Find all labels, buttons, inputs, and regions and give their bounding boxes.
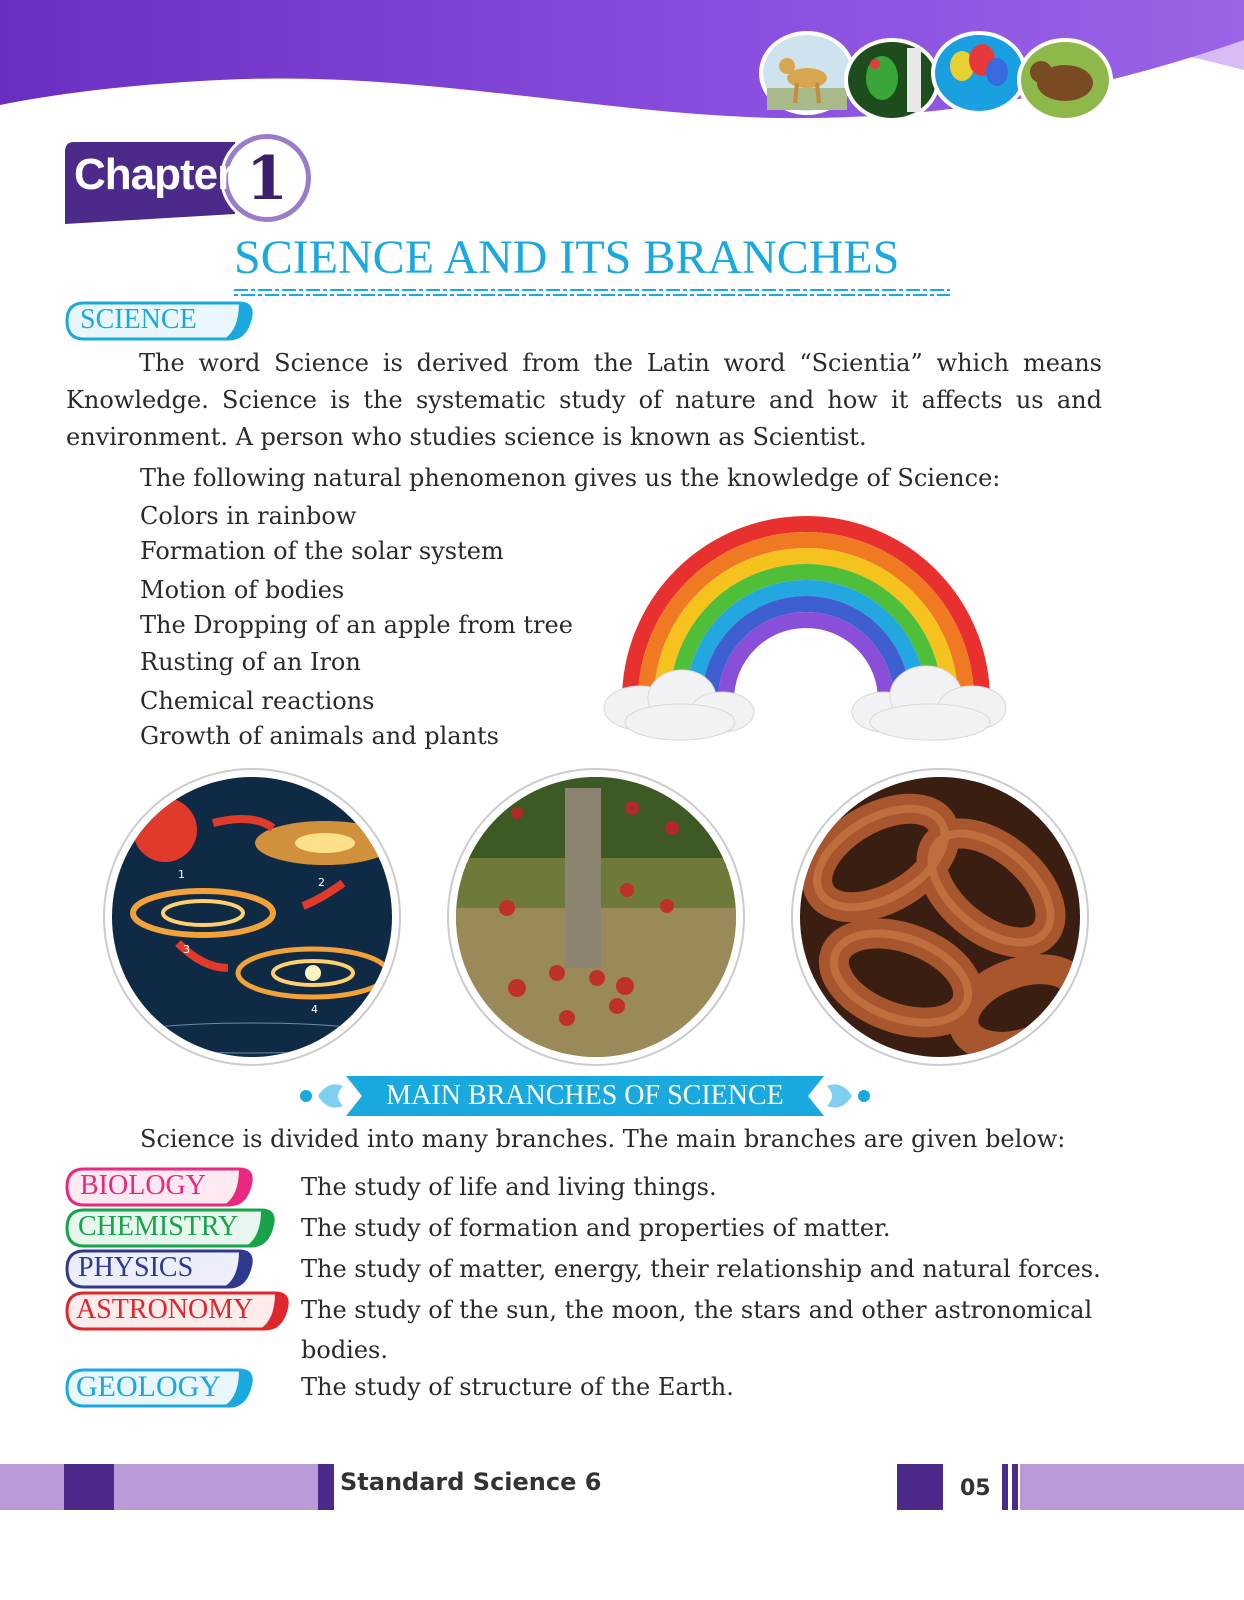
- footer-stripe-right: [1020, 1464, 1244, 1510]
- cheetah-photo: [759, 31, 855, 115]
- list-item: Formation of the solar system: [140, 537, 504, 565]
- branch-name-geology: GEOLOGY: [76, 1370, 221, 1403]
- page-number: 05: [960, 1476, 991, 1501]
- footer-stripe-left: [0, 1464, 334, 1510]
- branches-intro: Science is divided into many branches. The main branches are given below:: [140, 1125, 1066, 1153]
- solar-label-2: 2: [318, 876, 325, 889]
- footer-block-right: [897, 1464, 943, 1510]
- title-underline: [234, 287, 950, 299]
- header-photo-strip: [757, 28, 1117, 123]
- solar-system-photo: [103, 768, 401, 1066]
- branch-desc-geology: The study of structure of the Earth.: [301, 1373, 734, 1401]
- branch-name-physics: PHYSICS: [78, 1252, 194, 1283]
- branch-name-astronomy: ASTRONOMY: [76, 1294, 254, 1325]
- parrot-photo: [844, 38, 940, 122]
- chapter-number: 1: [246, 144, 288, 214]
- branch-desc-chemistry: The study of formation and properties of matter.: [301, 1214, 891, 1242]
- branch-name-chemistry: CHEMISTRY: [78, 1211, 239, 1242]
- footer-book-title: Standard Science 6: [340, 1468, 602, 1496]
- chapter-label: Chapter: [74, 150, 234, 199]
- branches-heading: MAIN BRANCHES OF SCIENCE: [386, 1080, 784, 1111]
- apple-tree-photo: [447, 768, 745, 1066]
- list-item: Growth of animals and plants: [140, 722, 499, 750]
- solar-label-3: 3: [183, 943, 190, 956]
- branch-desc-physics: The study of matter, energy, their relationship and natural forces.: [301, 1255, 1101, 1283]
- solar-label-1: 1: [178, 868, 185, 881]
- footer-divider-right-1: [1002, 1464, 1008, 1510]
- phenomena-intro: The following natural phenomenon gives us the knowledge of Science:: [140, 464, 1001, 492]
- footer-divider-left: [318, 1464, 334, 1510]
- bear-photo: [1017, 38, 1113, 122]
- footer-divider-right-2: [1012, 1464, 1018, 1510]
- branch-name-biology: BIOLOGY: [80, 1170, 206, 1201]
- balloons-photo: [931, 31, 1027, 115]
- list-item: Motion of bodies: [140, 576, 345, 604]
- branch-desc-biology: The study of life and living things.: [301, 1173, 717, 1201]
- list-item: Colors in rainbow: [140, 502, 357, 530]
- science-section-label: SCIENCE: [80, 304, 197, 335]
- list-item: The Dropping of an apple from tree: [140, 611, 573, 639]
- science-paragraph: The word Science is derived from the Latin word “Scientia” which means Knowledge. Science is the systematic study of nature and how it affects us and environment. A person who studies science is known as Scientist.: [66, 349, 1102, 451]
- solar-label-4: 4: [311, 1003, 318, 1016]
- rusted-chain-photo: [791, 768, 1089, 1066]
- branch-desc-astronomy: The study of the sun, the moon, the stars and other astronomical bodies.: [301, 1296, 1093, 1364]
- page-title: SCIENCE AND ITS BRANCHES: [234, 231, 900, 284]
- list-item: Rusting of an Iron: [140, 648, 361, 676]
- list-item: Chemical reactions: [140, 687, 375, 715]
- footer-block-left: [64, 1464, 114, 1510]
- footer-bar: [0, 1464, 1244, 1510]
- rainbow-illustration: [600, 500, 1012, 750]
